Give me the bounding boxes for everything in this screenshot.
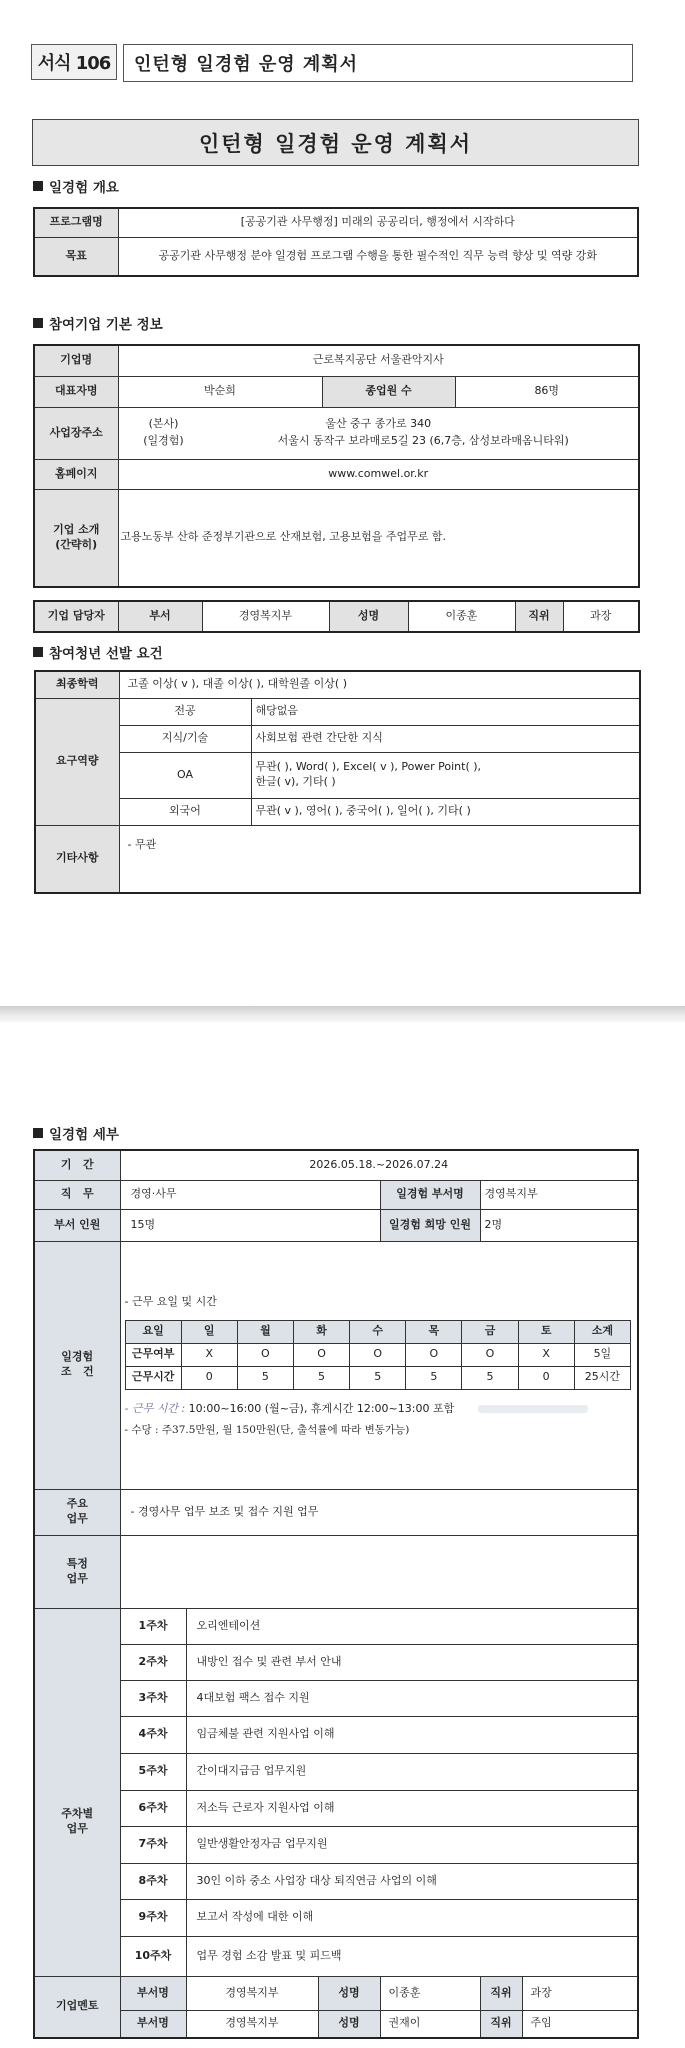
schedule-header-cell: 월 (237, 1320, 293, 1343)
schedule-cell: O (293, 1343, 349, 1366)
week-label: 3주차 (120, 1680, 186, 1716)
allowance-line: - 수당 : 주37.5만원, 월 150만원(단, 출석률에 따라 변동가능) (124, 1423, 410, 1436)
homepage-value[interactable]: www.comwel.or.kr (118, 459, 639, 489)
oa-line-1: 무관( ), Word( ), Excel( v ), Power Point( ), (255, 760, 482, 774)
week-task: 4대보험 팩스 접수 지원 (186, 1680, 638, 1716)
main-task-value: - 경영사무 업무 보조 및 접수 지원 업무 (120, 1489, 638, 1535)
contact-position-label: 직위 (515, 601, 563, 632)
intro-label-line1: 기업 소개 (53, 522, 100, 536)
company-intro-value: 고용노동부 산하 준정부기관으로 산재보험, 고용보험을 주업무로 함. (118, 489, 639, 587)
mentor-position-value: 과장 (522, 1976, 638, 2010)
contact-dept-label: 부서 (118, 601, 202, 632)
dept-name-value: 경영복지부 (480, 1180, 638, 1209)
company-info-table (33, 344, 640, 588)
weekly-row (34, 1899, 638, 1936)
schedule-cell: O (462, 1343, 518, 1366)
schedule-header-cell: 금 (462, 1320, 518, 1343)
week-task: 30인 이하 중소 사업장 대상 퇴직연금 사업의 이해 (186, 1863, 638, 1899)
blurred-text (478, 1405, 588, 1413)
schedule-cell: O (406, 1343, 462, 1366)
period-value: 2026.05.18.~2026.07.24 (120, 1150, 638, 1180)
week-task: 업무 경험 소감 발표 및 피드백 (186, 1936, 638, 1976)
skill-label: 지식/기술 (119, 725, 251, 752)
address-label: 사업장주소 (34, 407, 118, 459)
mentor-name-value: 권재이 (380, 2010, 480, 2038)
schedule-cell: 5 (406, 1366, 462, 1389)
label-line: 주요 (66, 1497, 88, 1511)
page-separator (0, 1006, 685, 1022)
week-task: 간이대지급금 업무지원 (186, 1753, 638, 1790)
language-label: 외국어 (119, 798, 251, 825)
schedule-cell: 5 (462, 1366, 518, 1389)
address-work-label: (일경험) (143, 434, 184, 447)
etc-value: - 무관 (119, 825, 640, 893)
special-task-label (34, 1535, 120, 1608)
contact-name-value: 이종훈 (408, 601, 515, 632)
week-label: 4주차 (120, 1716, 186, 1753)
mentor-row (34, 2010, 638, 2038)
section-title: 일경험 개요 (49, 180, 119, 196)
schedule-header-cell: 수 (350, 1320, 406, 1343)
section-title: 일경험 세부 (49, 1127, 119, 1143)
document-title: 인턴형 일경험 운영 계획서 (32, 119, 639, 166)
section-overview-heading (33, 176, 119, 196)
mentor-name-label: 성명 (318, 2010, 380, 2038)
week-task: 오리엔테이션 (186, 1608, 638, 1644)
schedule-header-cell: 목 (406, 1320, 462, 1343)
weekly-row (34, 1790, 638, 1826)
mentor-name-label: 성명 (318, 1976, 380, 2010)
goal-value: 공공기관 사무행정 분야 일경험 프로그램 수행을 통한 필수적인 직무 능력 향상 및 역량 강화 (118, 237, 638, 276)
label-line: 특정 (66, 1556, 88, 1570)
work-time-value: 10:00~16:00 (월~금), 휴게시간 12:00~13:00 포함 (188, 1401, 455, 1415)
cond-label-line1: 일경험 (61, 1350, 94, 1364)
address-hq-row (119, 416, 639, 433)
company-intro-label (34, 489, 118, 587)
schedule-cell: 25시간 (574, 1366, 630, 1389)
label-line: 업무 (66, 1571, 88, 1585)
schedule-cell: 5 (350, 1366, 406, 1389)
section-details-heading (33, 1123, 119, 1143)
week-label: 7주차 (120, 1826, 186, 1863)
mentor-dept-value: 경영복지부 (186, 1976, 318, 2010)
schedule-header-row (125, 1320, 631, 1343)
weekly-row (34, 1680, 638, 1716)
mentor-dept-value: 경영복지부 (186, 2010, 318, 2038)
address-work-value: 서울시 동작구 보라매로5길 23 (6,7층, 삼성보라매옴니타워) (277, 434, 569, 447)
special-task-value (120, 1535, 638, 1608)
schedule-cell: X (181, 1343, 237, 1366)
weekly-row (34, 1608, 638, 1644)
mentor-label: 기업멘토 (34, 1976, 120, 2038)
mentor-dept-label: 부서명 (120, 2010, 186, 2038)
week-label: 2주차 (120, 1644, 186, 1680)
week-task: 임금체불 관련 지원사업 이해 (186, 1716, 638, 1753)
document-page-2 (0, 1022, 685, 2048)
etc-label: 기타사항 (35, 825, 119, 893)
main-task-label (34, 1489, 120, 1535)
employees-label: 종업원 수 (322, 376, 455, 407)
week-label: 5주차 (120, 1753, 186, 1790)
week-label: 8주차 (120, 1863, 186, 1899)
address-hq-label: (본사) (148, 417, 179, 431)
program-name-value: [공공기관 사무행정] 미래의 공공리더, 행정에서 시작하다 (118, 208, 638, 237)
job-label: 직 무 (34, 1180, 120, 1209)
square-bullet-icon (33, 318, 43, 328)
week-task: 보고서 작성에 대한 이해 (186, 1899, 638, 1936)
ceo-label: 대표자명 (34, 376, 118, 407)
mentor-position-label: 직위 (480, 1976, 522, 2010)
schedule-row-workdays (125, 1343, 631, 1366)
cond-intro: - 근무 요일 및 시간 (124, 1295, 217, 1309)
schedule-row-label: 근무여부 (125, 1343, 181, 1366)
conditions-label (34, 1241, 120, 1489)
cond-label-line2: 조 건 (60, 1365, 94, 1378)
hope-count-value: 2명 (480, 1209, 638, 1241)
competency-label: 요구역량 (35, 698, 119, 825)
schedule-cell: 5 (237, 1366, 293, 1389)
week-label: 9주차 (120, 1899, 186, 1936)
mentor-name-value: 이종훈 (380, 1976, 480, 2010)
language-value: 무관( v ), 영어( ), 중국어( ), 일어( ), 기타( ) (251, 798, 640, 825)
company-contact-table (33, 600, 640, 633)
weekly-row (34, 1644, 638, 1680)
homepage-label: 홈페이지 (34, 459, 118, 489)
goal-label: 목표 (34, 237, 118, 276)
dept-name-label: 일경험 부서명 (380, 1180, 480, 1209)
schedule-row-label: 근무시간 (125, 1366, 181, 1389)
hope-count-label: 일경험 희망 인원 (380, 1209, 480, 1241)
address-work-row (119, 433, 639, 450)
document-page-1 (0, 0, 685, 1006)
conditions-cell (120, 1241, 638, 1489)
oa-line-2: 한글( v), 기타( ) (255, 775, 336, 788)
schedule-cell: O (350, 1343, 406, 1366)
label-line: 주차별 (61, 1807, 94, 1821)
job-value: 경영·사무 (120, 1180, 380, 1209)
company-name-label: 기업명 (34, 345, 118, 376)
dept-staff-value: 15명 (120, 1209, 380, 1241)
overview-table (33, 207, 639, 277)
period-label: 기 간 (34, 1150, 120, 1180)
form-name: 인턴형 일경험 운영 계획서 (123, 44, 633, 82)
week-label: 10주차 (120, 1936, 186, 1976)
intro-label-line2: (간략히) (55, 537, 98, 551)
schedule-row-hours (125, 1366, 631, 1389)
schedule-cell: 0 (181, 1366, 237, 1389)
weekly-row (34, 1826, 638, 1863)
week-task: 일반생활안정자금 업무지원 (186, 1826, 638, 1863)
section-title: 참여청년 선발 요건 (49, 646, 163, 662)
schedule-cell: 5 (293, 1366, 349, 1389)
program-name-label: 프로그램명 (34, 208, 118, 237)
mentor-dept-label: 부서명 (120, 1976, 186, 2010)
schedule-cell: X (518, 1343, 574, 1366)
square-bullet-icon (33, 1128, 43, 1138)
schedule-header-cell: 소계 (574, 1320, 630, 1343)
label-line: 업무 (66, 1512, 88, 1525)
major-value: 해당없음 (251, 698, 640, 725)
week-task: 저소득 근로자 지원사업 이해 (186, 1790, 638, 1826)
employees-value: 86명 (455, 376, 639, 407)
oa-label: OA (119, 752, 251, 798)
schedule-header-cell: 일 (181, 1320, 237, 1343)
section-title: 참여기업 기본 정보 (49, 317, 163, 333)
weekly-row (34, 1753, 638, 1790)
contact-label: 기업 담당자 (34, 601, 118, 632)
section-selection-heading (33, 642, 163, 662)
weekly-row (34, 1863, 638, 1899)
schedule-header-cell: 토 (518, 1320, 574, 1343)
mentor-position-value: 주임 (522, 2010, 638, 2038)
schedule-cell: 5일 (574, 1343, 630, 1366)
education-label: 최종학력 (35, 671, 119, 698)
mentor-row (34, 1976, 638, 2010)
form-number: 서식 106 (31, 44, 117, 80)
schedule-header-cell: 요일 (125, 1320, 181, 1343)
label-line: 업무 (66, 1822, 88, 1835)
oa-value (251, 752, 640, 798)
work-time-line (125, 1402, 632, 1417)
company-name-value: 근로복지공단 서울관악지사 (118, 345, 639, 376)
education-value: 고졸 이상( v ), 대졸 이상( ), 대학원졸 이상( ) (119, 671, 640, 698)
skill-value: 사회보험 관련 간단한 지식 (251, 725, 640, 752)
contact-name-label: 성명 (329, 601, 408, 632)
weekly-label (34, 1608, 120, 1976)
weekly-row (34, 1716, 638, 1753)
mentor-position-label: 직위 (480, 2010, 522, 2038)
ceo-value: 박순희 (118, 376, 322, 407)
square-bullet-icon (33, 181, 43, 191)
section-company-heading (33, 313, 163, 333)
address-hq-value: 울산 중구 종가로 340 (325, 417, 432, 431)
week-label: 6주차 (120, 1790, 186, 1826)
address-cell (118, 407, 639, 459)
dept-staff-label: 부서 인원 (34, 1209, 120, 1241)
form-header (31, 44, 633, 82)
week-label: 1주차 (120, 1608, 186, 1644)
contact-position-value: 과장 (563, 601, 639, 632)
schedule-table (125, 1320, 632, 1390)
work-time-label: - 근무 시간 : (124, 1401, 186, 1415)
schedule-cell: 0 (518, 1366, 574, 1389)
schedule-cell: O (237, 1343, 293, 1366)
details-table (33, 1149, 639, 2039)
week-task: 내방인 접수 및 관련 부서 안내 (186, 1644, 638, 1680)
weekly-row (34, 1936, 638, 1976)
schedule-header-cell: 화 (293, 1320, 349, 1343)
major-label: 전공 (119, 698, 251, 725)
selection-table (34, 670, 641, 894)
contact-dept-value: 경영복지부 (202, 601, 329, 632)
square-bullet-icon (33, 647, 43, 657)
